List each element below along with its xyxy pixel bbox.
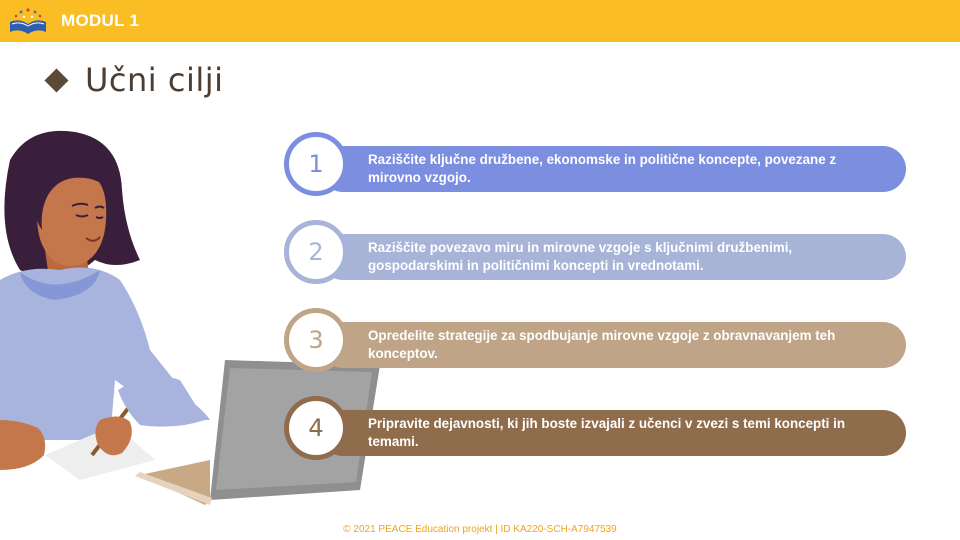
objective-3-number: 3 — [308, 326, 324, 354]
diamond-bullet-icon — [44, 68, 68, 92]
book-with-stars-icon — [8, 6, 48, 36]
objective-4 — [284, 396, 906, 468]
objective-2-number-badge — [284, 220, 348, 284]
objective-3-number-badge — [284, 308, 348, 372]
objective-1-number: 1 — [308, 150, 324, 178]
objective-3-text: Opredelite strategije za spodbujanje mirovne vzgoje z obravnavanjem teh konceptov. — [368, 328, 836, 361]
slide-title: Učni cilji — [85, 61, 224, 99]
module-header-bar — [0, 0, 960, 42]
objective-2-text: Raziščite povezavo miru in mirovne vzgoje s ključnimi družbenimi, gospodarskimi in političnimi koncepti in vrednotami. — [368, 240, 793, 273]
objective-4-number-badge — [284, 396, 348, 460]
objective-1-text: Raziščite ključne družbene, ekonomske in politične koncepte, povezane z mirovno vzgojo. — [368, 152, 837, 185]
objective-1-number-badge — [284, 132, 348, 196]
objective-1 — [284, 132, 906, 204]
copyright-footer: © 2021 PEACE Education projekt | ID KA220-SCH-A7947539 — [343, 524, 617, 535]
objective-4-number: 4 — [308, 414, 324, 442]
objective-2-number: 2 — [308, 238, 324, 266]
slide-title-row — [46, 58, 224, 102]
objective-4-text: Pripravite dejavnosti, ki jih boste izvajali z učenci v zvezi s temi koncepti in temami. — [368, 416, 846, 449]
module-label: MODUL 1 — [61, 11, 140, 30]
objective-2 — [284, 220, 906, 292]
objective-3 — [284, 308, 906, 380]
